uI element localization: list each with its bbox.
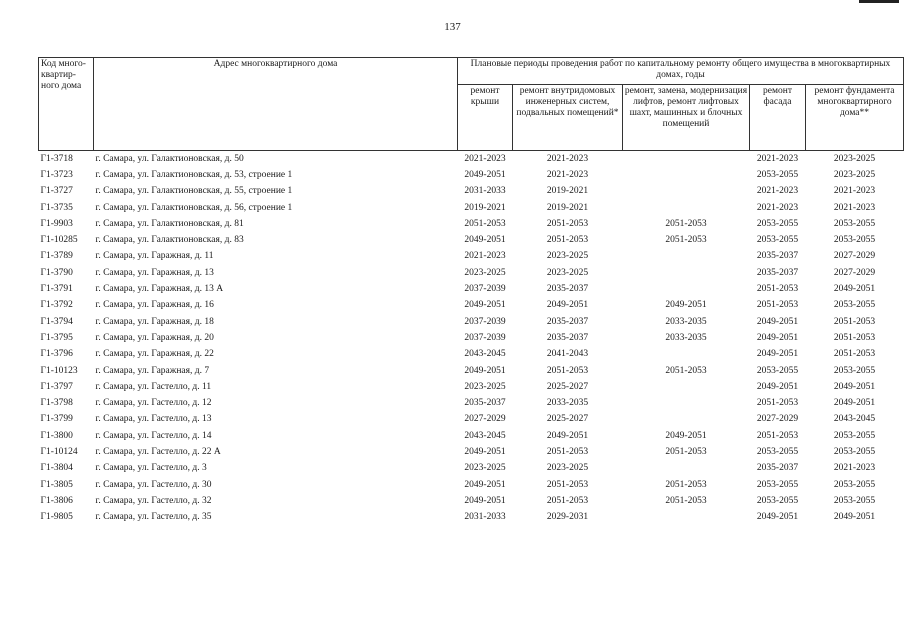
cell-elevators	[623, 265, 750, 281]
cell-address: г. Самара, ул. Гастелло, д. 12	[95, 398, 212, 409]
cell-engineering: 2029-2031	[546, 512, 589, 523]
cell-roof: 2049-2051	[464, 479, 506, 490]
cell-address: г. Самара, ул. Гаражная, д. 18	[95, 316, 214, 327]
table-row	[39, 428, 904, 444]
cell-engineering: 2019-2021	[546, 202, 589, 213]
cell-engineering: 2019-2021	[546, 186, 589, 197]
cell-facade: 2049-2051	[756, 332, 799, 343]
cell-roof: 2037-2039	[464, 284, 506, 295]
cell-facade: 2051-2053	[756, 300, 799, 311]
cell-engineering: 2051-2053	[546, 479, 589, 490]
cell-facade: 2021-2023	[756, 153, 799, 164]
cell-elevators: 2051-2053	[665, 235, 707, 246]
table-row	[39, 200, 904, 216]
cell-code: Г1-3791	[40, 284, 73, 295]
table-row	[39, 184, 904, 200]
cell-engineering: 2051-2053	[546, 446, 589, 457]
table-row	[39, 347, 904, 363]
cell-roof: 2049-2051	[464, 446, 506, 457]
table-row	[39, 151, 904, 168]
cell-facade: 2051-2053	[756, 284, 799, 295]
cell-code: Г1-3798	[40, 398, 73, 409]
header-facade: ремонт фасада	[750, 85, 806, 151]
cell-engineering: 2051-2053	[546, 218, 589, 229]
cell-code: Г1-3723	[40, 169, 73, 180]
cell-facade: 2051-2053	[756, 430, 799, 441]
cell-foundation: 2049-2051	[833, 381, 876, 392]
cell-elevators: 2049-2051	[665, 430, 707, 441]
cell-engineering: 2051-2053	[546, 495, 589, 506]
cell-facade: 2053-2055	[756, 218, 799, 229]
cell-engineering: 2051-2053	[546, 365, 589, 376]
cell-engineering: 2041-2043	[546, 349, 589, 360]
cell-engineering: 2049-2051	[546, 430, 589, 441]
cell-engineering: 2025-2027	[546, 414, 589, 425]
cell-roof: 2035-2037	[464, 398, 506, 409]
cell-address: г. Самара, ул. Гастелло, д. 22 А	[95, 446, 221, 457]
cell-foundation: 2053-2055	[833, 446, 876, 457]
cell-code: Г1-3805	[40, 479, 73, 490]
cell-roof: 2023-2025	[464, 463, 506, 474]
cell-facade: 2053-2055	[756, 169, 799, 180]
cell-code: Г1-3799	[40, 414, 73, 425]
cell-code: Г1-3735	[40, 202, 73, 213]
cell-elevators: 2051-2053	[665, 446, 707, 457]
cell-code: Г1-10123	[40, 365, 78, 376]
scan-mark	[859, 0, 899, 3]
cell-roof: 2023-2025	[464, 267, 506, 278]
cell-address: г. Самара, ул. Гастелло, д. 30	[95, 479, 212, 490]
cell-roof: 2051-2053	[464, 218, 506, 229]
header-periods: Плановые периоды проведения работ по капитальному ремонту общего имущества в многоквартирных домах, годы	[458, 58, 904, 85]
cell-roof: 2027-2029	[464, 414, 506, 425]
cell-code: Г1-3790	[40, 267, 73, 278]
cell-roof: 2021-2023	[464, 251, 506, 262]
cell-elevators	[623, 151, 750, 168]
cell-engineering: 2035-2037	[546, 316, 589, 327]
cell-code: Г1-9805	[40, 512, 73, 523]
table-row	[39, 298, 904, 314]
cell-roof: 2049-2051	[464, 300, 506, 311]
cell-facade: 2027-2029	[756, 414, 799, 425]
cell-engineering: 2023-2025	[546, 267, 589, 278]
cell-roof: 2049-2051	[464, 365, 506, 376]
table-row	[39, 395, 904, 411]
cell-elevators: 2051-2053	[665, 365, 707, 376]
cell-foundation: 2027-2029	[833, 267, 876, 278]
cell-facade: 2035-2037	[756, 251, 799, 262]
cell-engineering: 2021-2023	[546, 169, 589, 180]
cell-facade: 2049-2051	[756, 316, 799, 327]
table-row	[39, 510, 904, 526]
table-row	[39, 379, 904, 395]
cell-elevators	[623, 167, 750, 183]
cell-address: г. Самара, ул. Гаражная, д. 11	[95, 251, 214, 262]
table-row	[39, 314, 904, 330]
cell-code: Г1-3806	[40, 495, 73, 506]
table-row	[39, 330, 904, 346]
cell-address: г. Самара, ул. Гаражная, д. 13	[95, 267, 214, 278]
cell-elevators	[623, 249, 750, 265]
cell-address: г. Самара, ул. Гаражная, д. 7	[95, 365, 210, 376]
cell-foundation: 2051-2053	[833, 332, 876, 343]
cell-elevators: 2051-2053	[665, 218, 707, 229]
table-body	[39, 151, 904, 526]
cell-elevators	[623, 510, 750, 526]
table-row	[39, 249, 904, 265]
cell-roof: 2031-2033	[464, 512, 506, 523]
cell-code: Г1-10124	[40, 446, 78, 457]
cell-foundation: 2051-2053	[833, 316, 876, 327]
cell-roof: 2019-2021	[464, 202, 506, 213]
table-row	[39, 461, 904, 477]
cell-code: Г1-3797	[40, 381, 73, 392]
cell-address: г. Самара, ул. Галактионовская, д. 53, строение 1	[95, 169, 293, 180]
table-row	[39, 281, 904, 297]
cell-address: г. Самара, ул. Галактионовская, д. 83	[95, 235, 244, 246]
cell-foundation: 2053-2055	[833, 218, 876, 229]
cell-code: Г1-3789	[40, 251, 73, 262]
cell-engineering: 2035-2037	[546, 332, 589, 343]
cell-address: г. Самара, ул. Гаражная, д. 13 А	[95, 284, 224, 295]
header-roof: ремонт крыши	[458, 85, 513, 151]
cell-facade: 2021-2023	[756, 202, 799, 213]
cell-code: Г1-3727	[40, 186, 73, 197]
cell-elevators	[623, 200, 750, 216]
cell-foundation: 2053-2055	[833, 479, 876, 490]
cell-code: Г1-3795	[40, 332, 73, 343]
cell-facade: 2049-2051	[756, 381, 799, 392]
cell-code: Г1-3718	[40, 153, 73, 164]
cell-facade: 2035-2037	[756, 267, 799, 278]
table-row	[39, 232, 904, 248]
cell-address: г. Самара, ул. Гаражная, д. 22	[95, 349, 214, 360]
cell-roof: 2049-2051	[464, 495, 506, 506]
cell-roof: 2037-2039	[464, 316, 506, 327]
cell-foundation: 2023-2025	[833, 153, 876, 164]
cell-elevators	[623, 461, 750, 477]
cell-roof: 2049-2051	[464, 169, 506, 180]
header-address: Адрес многоквартирного дома	[94, 58, 458, 151]
cell-engineering: 2033-2035	[546, 398, 589, 409]
table-row	[39, 216, 904, 232]
cell-facade: 2053-2055	[756, 446, 799, 457]
table-row	[39, 412, 904, 428]
cell-address: г. Самара, ул. Галактионовская, д. 50	[95, 153, 244, 164]
cell-code: Г1-3796	[40, 349, 73, 360]
cell-foundation: 2049-2051	[833, 512, 876, 523]
table-row	[39, 493, 904, 509]
cell-foundation: 2053-2055	[833, 235, 876, 246]
cell-elevators	[623, 379, 750, 395]
cell-facade: 2035-2037	[756, 463, 799, 474]
cell-address: г. Самара, ул. Гастелло, д. 32	[95, 495, 212, 506]
cell-facade: 2053-2055	[756, 495, 799, 506]
cell-address: г. Самара, ул. Галактионовская, д. 81	[95, 218, 244, 229]
cell-address: г. Самара, ул. Гаражная, д. 20	[95, 332, 214, 343]
cell-roof: 2037-2039	[464, 332, 506, 343]
table-row	[39, 444, 904, 460]
cell-address: г. Самара, ул. Гаражная, д. 16	[95, 300, 214, 311]
table-row	[39, 477, 904, 493]
capital-repair-table	[38, 57, 904, 526]
cell-address: г. Самара, ул. Гастелло, д. 3	[95, 463, 207, 474]
cell-address: г. Самара, ул. Гастелло, д. 35	[95, 512, 212, 523]
cell-foundation: 2049-2051	[833, 398, 876, 409]
cell-engineering: 2025-2027	[546, 381, 589, 392]
cell-facade: 2053-2055	[756, 479, 799, 490]
cell-roof: 2043-2045	[464, 349, 506, 360]
cell-engineering: 2035-2037	[546, 284, 589, 295]
header-code: Код много-квартир-ного дома	[39, 58, 94, 151]
cell-foundation: 2053-2055	[833, 495, 876, 506]
table-row	[39, 167, 904, 183]
cell-elevators: 2033-2035	[665, 332, 707, 343]
cell-elevators: 2051-2053	[665, 479, 707, 490]
cell-engineering: 2023-2025	[546, 463, 589, 474]
cell-roof: 2021-2023	[464, 153, 506, 164]
cell-foundation: 2053-2055	[833, 365, 876, 376]
cell-foundation: 2053-2055	[833, 430, 876, 441]
cell-address: г. Самара, ул. Галактионовская, д. 55, строение 1	[95, 186, 293, 197]
cell-code: Г1-3800	[40, 430, 73, 441]
cell-facade: 2021-2023	[756, 186, 799, 197]
cell-facade: 2053-2055	[756, 365, 799, 376]
cell-facade: 2049-2051	[756, 349, 799, 360]
cell-engineering: 2021-2023	[546, 153, 589, 164]
cell-facade: 2053-2055	[756, 235, 799, 246]
cell-foundation: 2021-2023	[833, 463, 876, 474]
table-row	[39, 265, 904, 281]
cell-code: Г1-3792	[40, 300, 73, 311]
cell-elevators: 2049-2051	[665, 300, 707, 311]
cell-facade: 2049-2051	[756, 512, 799, 523]
cell-elevators	[623, 347, 750, 363]
cell-roof: 2049-2051	[464, 235, 506, 246]
cell-elevators	[623, 184, 750, 200]
page-number: 137	[444, 21, 461, 33]
cell-engineering: 2023-2025	[546, 251, 589, 262]
cell-code: Г1-3794	[40, 316, 73, 327]
cell-address: г. Самара, ул. Гастелло, д. 13	[95, 414, 212, 425]
cell-elevators: 2051-2053	[665, 495, 707, 506]
cell-code: Г1-10285	[40, 235, 78, 246]
cell-foundation: 2043-2045	[833, 414, 876, 425]
cell-engineering: 2051-2053	[546, 235, 589, 246]
cell-elevators: 2033-2035	[665, 316, 707, 327]
cell-code: Г1-3804	[40, 463, 73, 474]
cell-facade: 2051-2053	[756, 398, 799, 409]
cell-roof: 2043-2045	[464, 430, 506, 441]
cell-address: г. Самара, ул. Галактионовская, д. 56, строение 1	[95, 202, 293, 213]
header-engineering: ремонт внутридомовых инженерных систем, подвальных помещений*	[513, 85, 623, 151]
cell-foundation: 2049-2051	[833, 284, 876, 295]
cell-foundation: 2027-2029	[833, 251, 876, 262]
cell-roof: 2031-2033	[464, 186, 506, 197]
cell-foundation: 2021-2023	[833, 186, 876, 197]
cell-foundation: 2021-2023	[833, 202, 876, 213]
header-elevators: ремонт, замена, модернизация лифтов, ремонт лифтовых шахт, машинных и блочных помещений	[623, 85, 750, 151]
cell-foundation: 2023-2025	[833, 169, 876, 180]
cell-roof: 2023-2025	[464, 381, 506, 392]
cell-foundation: 2053-2055	[833, 300, 876, 311]
cell-address: г. Самара, ул. Гастелло, д. 11	[95, 381, 212, 392]
cell-elevators	[623, 281, 750, 297]
header-foundation: ремонт фундамента многоквартирного дома**	[806, 85, 904, 151]
cell-address: г. Самара, ул. Гастелло, д. 14	[95, 430, 212, 441]
cell-engineering: 2049-2051	[546, 300, 589, 311]
cell-code: Г1-9903	[40, 218, 73, 229]
table-row	[39, 363, 904, 379]
cell-foundation: 2051-2053	[833, 349, 876, 360]
cell-elevators	[623, 395, 750, 411]
cell-elevators	[623, 412, 750, 428]
